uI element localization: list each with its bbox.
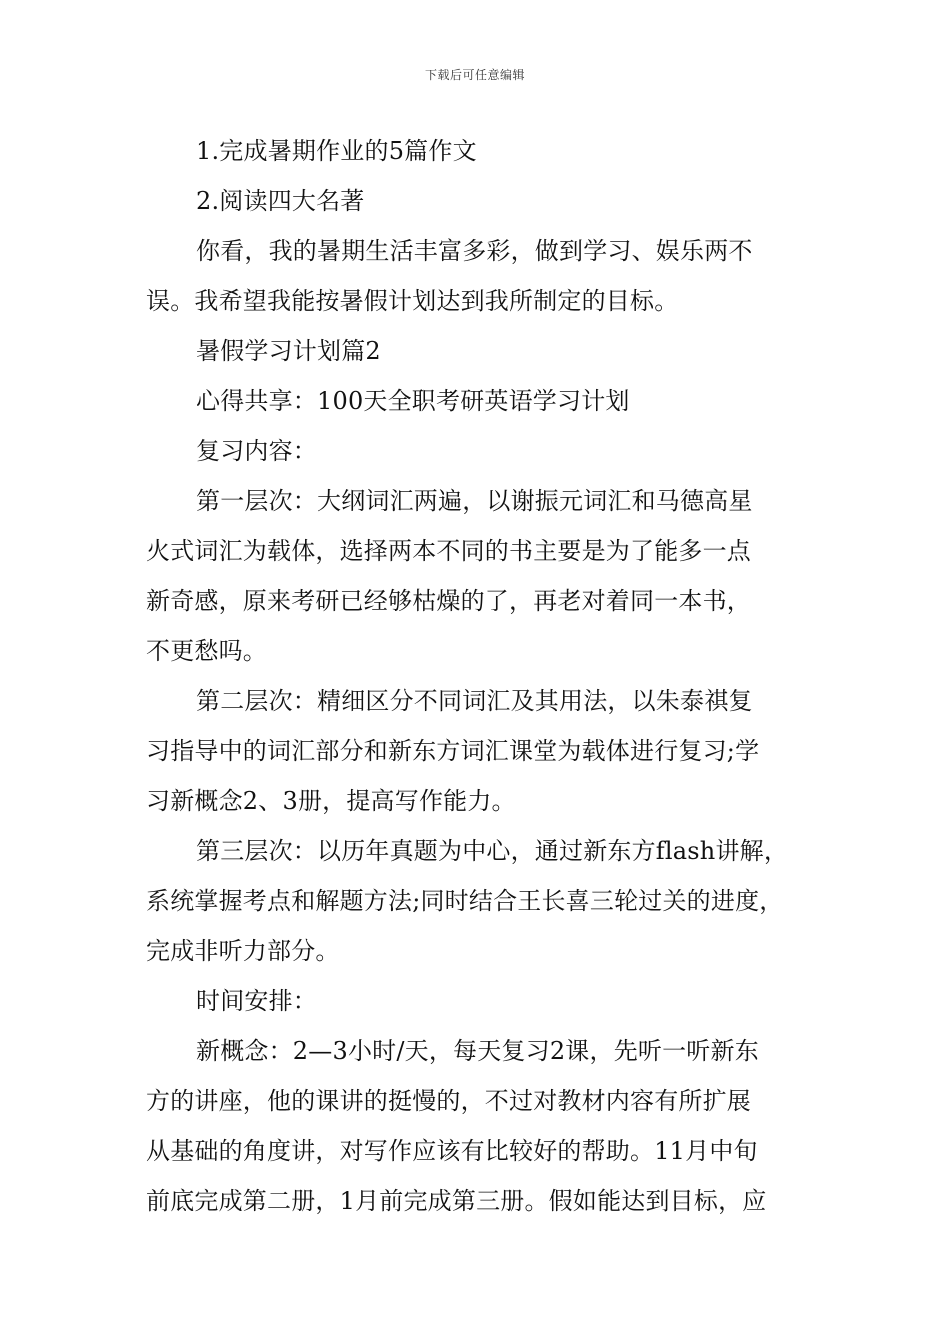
text-line: 新奇感，原来考研已经够枯燥的了，再老对着同一本书， [146,587,751,615]
text-line: 复习内容： [196,437,317,465]
document-body [146,126,822,1226]
text-line: 方的讲座，他的课讲的挺慢的，不过对教材内容有所扩展 [146,1087,751,1115]
text-line: 前底完成第二册，1月前完成第三册。假如能达到目标，应 [146,1187,767,1215]
text-line: 心得共享：100天全职考研英语学习计划 [196,387,630,415]
text-line: 从基础的角度讲，对写作应该有比较好的帮助。11月中旬 [146,1137,758,1165]
page-header-note: 下载后可任意编辑 [424,68,525,82]
text-line: 第一层次：大纲词汇两遍，以谢振元词汇和马德高星 [196,487,753,515]
text-line: 不更愁吗。 [146,637,267,665]
text-line: 习新概念2、3册，提高写作能力。 [146,787,516,815]
section-title: 暑假学习计划篇2 [196,337,381,365]
text-line: 第三层次：以历年真题为中心，通过新东方flash讲解， [196,837,789,865]
text-line: 完成非听力部分。 [146,937,340,965]
text-line: 误。我希望我能按暑假计划达到我所制定的目标。 [146,287,679,315]
text-line: 2.阅读四大名著 [196,187,365,215]
text-line: 习指导中的词汇部分和新东方词汇课堂为载体进行复习;学 [146,737,760,765]
text-line: 第二层次：精细区分不同词汇及其用法，以朱泰祺复 [196,687,753,715]
text-line: 系统掌握考点和解题方法;同时结合王长喜三轮过关的进度， [146,887,784,915]
text-line: 火式词汇为载体，选择两本不同的书主要是为了能多一点 [146,537,751,565]
text-line: 1.完成暑期作业的5篇作文 [196,137,477,165]
text-line: 时间安排： [196,987,317,1015]
text-line: 你看，我的暑期生活丰富多彩，做到学习、娱乐两不 [196,237,753,265]
text-line: 新概念：2—3小时/天，每天复习2课，先听一听新东 [196,1037,759,1065]
